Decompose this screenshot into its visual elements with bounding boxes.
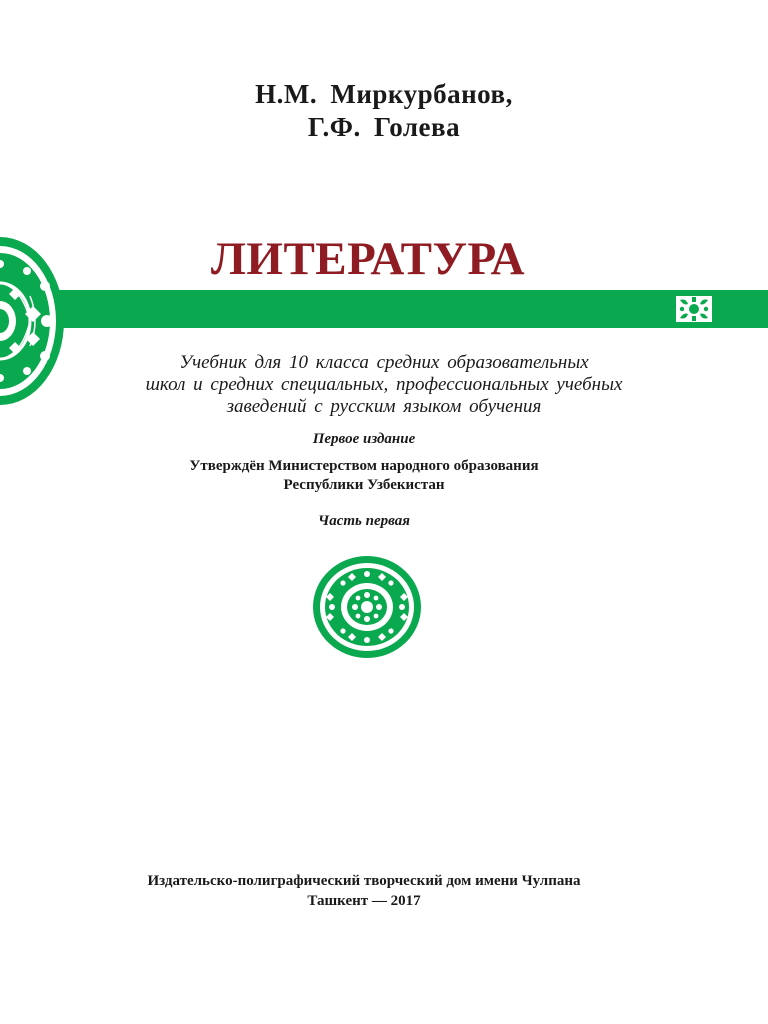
- ornamental-knot-icon: [668, 290, 720, 328]
- author-1: Н.М. Миркурбанов,: [255, 79, 513, 109]
- edition-label: Первое издание: [312, 431, 416, 447]
- subtitle-line: школ и средних специальных, профессиональных учебных: [145, 374, 623, 395]
- approval-block: [0, 457, 728, 495]
- approval-line: Республики Узбекистан: [283, 477, 445, 493]
- approval-line: Утверждён Министерством народного образования: [189, 458, 539, 474]
- part-label: Часть первая: [318, 513, 410, 529]
- green-band: [58, 290, 768, 328]
- subtitle-line: Учебник для 10 класса средних образовательных: [179, 352, 589, 373]
- publisher-city-year: Ташкент — 2017: [307, 893, 421, 909]
- subtitle-block: [0, 352, 768, 418]
- publisher-block: [0, 871, 728, 911]
- author-2: Г.Ф. Голева: [307, 112, 461, 142]
- ornamental-medallion-icon: [312, 555, 422, 659]
- publisher-name: Издательско-полиграфический творческий дом имени Чулпана: [147, 873, 581, 889]
- book-title: ЛИТЕРАТУРА: [210, 233, 526, 285]
- authors-block: [0, 78, 768, 144]
- subtitle-line: заведений с русским языком обучения: [226, 396, 542, 417]
